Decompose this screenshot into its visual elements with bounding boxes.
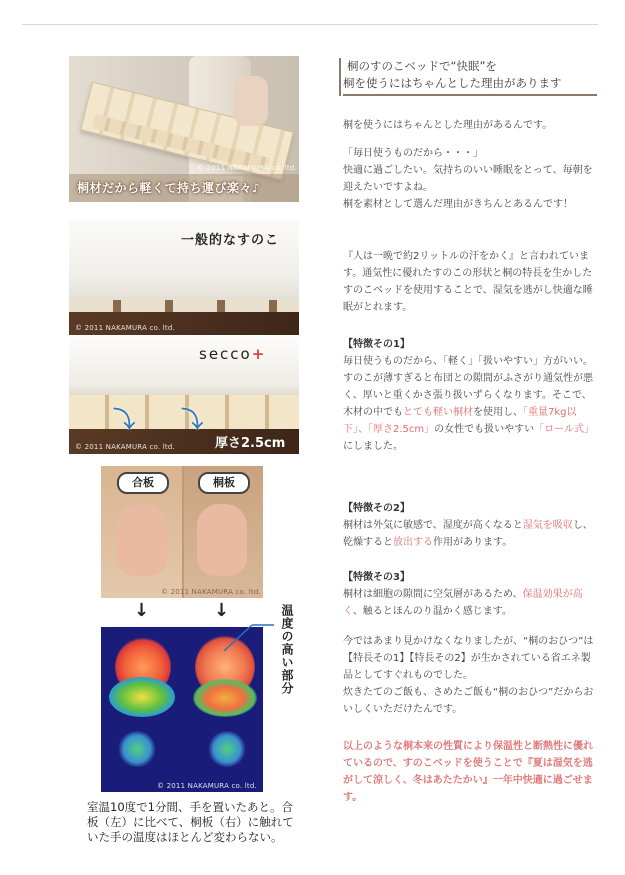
photo-label: 一般的なすのこ xyxy=(181,233,280,248)
airflow-arrow-icon: ⤵ xyxy=(181,408,204,433)
paragraph-sweat: 『人は一晩で約2リットルの汗をかく』と言われています。通気性に優れたすのこの形状と桐の特長を生かしたすのこベッドを使用することで、湿気を逃がし快適な睡眠がとれます。 xyxy=(343,251,593,313)
down-arrow-icon: ↓ xyxy=(134,600,150,621)
feature-1-text: の女性でも扱いやすい xyxy=(434,424,535,435)
heading-bar xyxy=(339,58,341,96)
secco-photo xyxy=(69,337,299,454)
down-arrow-icon: ↓ xyxy=(214,600,230,621)
feature-2 xyxy=(343,500,595,551)
feature-3-title: 【特徴その3】 xyxy=(343,572,410,583)
copyright-text: © 2011 NAKAMURA co. ltd. xyxy=(75,324,175,332)
feature-2-text: し、乾燥すると xyxy=(343,520,593,548)
copyright-text: © 2011 NAKAMURA co. ltd. xyxy=(157,782,257,790)
heading-line-1: 桐のすのこベッドで“快眠”を xyxy=(347,59,497,73)
closing-statement: 以上のような桐本来の性質により保温性と断熱性に優れているので、すのこベッドを使うことで『夏は湿気を逃がして涼しく、冬はあたたかい』一年中快適に過ごせます。 xyxy=(343,741,593,803)
copyright-text: © 2011 NAKAMURA co. ltd. xyxy=(75,443,175,451)
heading-underline xyxy=(343,94,597,96)
feature-3-text: 、触るとほんのり温かく感じます。 xyxy=(352,606,513,617)
pointer-line xyxy=(224,623,274,653)
paragraph-daily: 「毎日使うものだから・・・」 快適に過ごしたい。気持ちのいい睡眠をとって、毎朝を迎えたいですよね。 桐を素材として選んだ理由がきちんとあるんです！ xyxy=(343,148,593,210)
feature-1-highlight: 「重量7kg以下」、「厚さ2.5cm」 xyxy=(343,407,577,435)
feature-1 xyxy=(343,336,595,455)
feature-2-highlight: 湿気を吸収 xyxy=(522,520,573,531)
section-heading xyxy=(343,58,597,96)
thermal-fingers-right xyxy=(193,679,257,717)
feature-1-title: 【特徴その1】 xyxy=(343,339,410,350)
thermal-residual-left xyxy=(117,731,157,767)
feature-1-text: 毎日使うものだから、「軽く」「扱いやすい」方がいい。 すのこが薄すぎると布団との隙間がふさがり通気性が悪く、厚いと重くかさ張り扱いずらくなります。そこで、木材の中でも xyxy=(343,356,593,418)
feature-1-highlight: とても軽い桐材 xyxy=(403,407,473,418)
photo-caption: 桐材だから軽くて持ち運び楽々♪ xyxy=(77,181,261,195)
feature-1-text: にしました。 xyxy=(343,441,403,452)
feature-2-title: 【特徴その2】 xyxy=(343,503,410,514)
high-temp-label: 温度の高い部分 xyxy=(280,604,294,695)
heading-line-2: 桐を使うにはちゃんとした理由があります xyxy=(343,76,562,90)
copyright-text: © 2011 NAKAMURA co. ltd. xyxy=(197,164,297,172)
general-sunoko-photo xyxy=(69,220,299,335)
feature-3-text: 桐材は細胞の隙間に空気層があるため、 xyxy=(343,589,523,600)
feature-2-highlight: 放出する xyxy=(393,537,433,548)
sunoko-slats xyxy=(69,300,299,312)
right-hand xyxy=(197,504,247,576)
feature-3 xyxy=(343,569,595,620)
person-arm xyxy=(234,76,268,126)
thermal-residual-right xyxy=(207,731,247,767)
top-divider xyxy=(22,24,598,25)
left-hand xyxy=(117,504,167,576)
kiri-tag: 桐板 xyxy=(198,472,250,494)
plywood-tag: 合板 xyxy=(117,472,169,494)
thickness-label: 厚さ2.5cm xyxy=(215,436,286,451)
carry-photo xyxy=(69,56,299,202)
feature-3-highlight: 保温効果が高く xyxy=(343,589,583,617)
feature-2-text: 桐材は外気に敏感で、湿度が高くなると xyxy=(343,520,523,531)
paragraph-ohitsu: 今ではあまり見かけなくなりましたが、“桐のおひつ”は【特長その1】【特長その2】が生かされている省エネ製品としてすぐれものでした。 炊きたてのご飯も、さめたご飯も“桐のおひつ”だからおいしくいただけたんです。 xyxy=(343,636,594,715)
feature-2-text: 作用があります。 xyxy=(433,537,513,548)
hands-photo xyxy=(101,466,263,598)
copyright-text: © 2011 NAKAMURA co. ltd. xyxy=(161,588,261,596)
feature-1-text: を使用し、 xyxy=(473,407,523,418)
feature-1-highlight: 「ロール式」 xyxy=(534,424,594,435)
thermal-fingers-left xyxy=(109,677,175,717)
airflow-arrow-icon: ⤵ xyxy=(113,408,136,433)
intro-text: 桐を使うにはちゃんとした理由があるんです。 xyxy=(343,120,553,131)
hands-caption: 室温10度で1分間、手を置いたあと。合板（左）に比べて、桐板（右）に触れていた手の温度はほとんど変わらない。 xyxy=(87,800,294,844)
brand-logo: secco+ xyxy=(199,345,267,363)
